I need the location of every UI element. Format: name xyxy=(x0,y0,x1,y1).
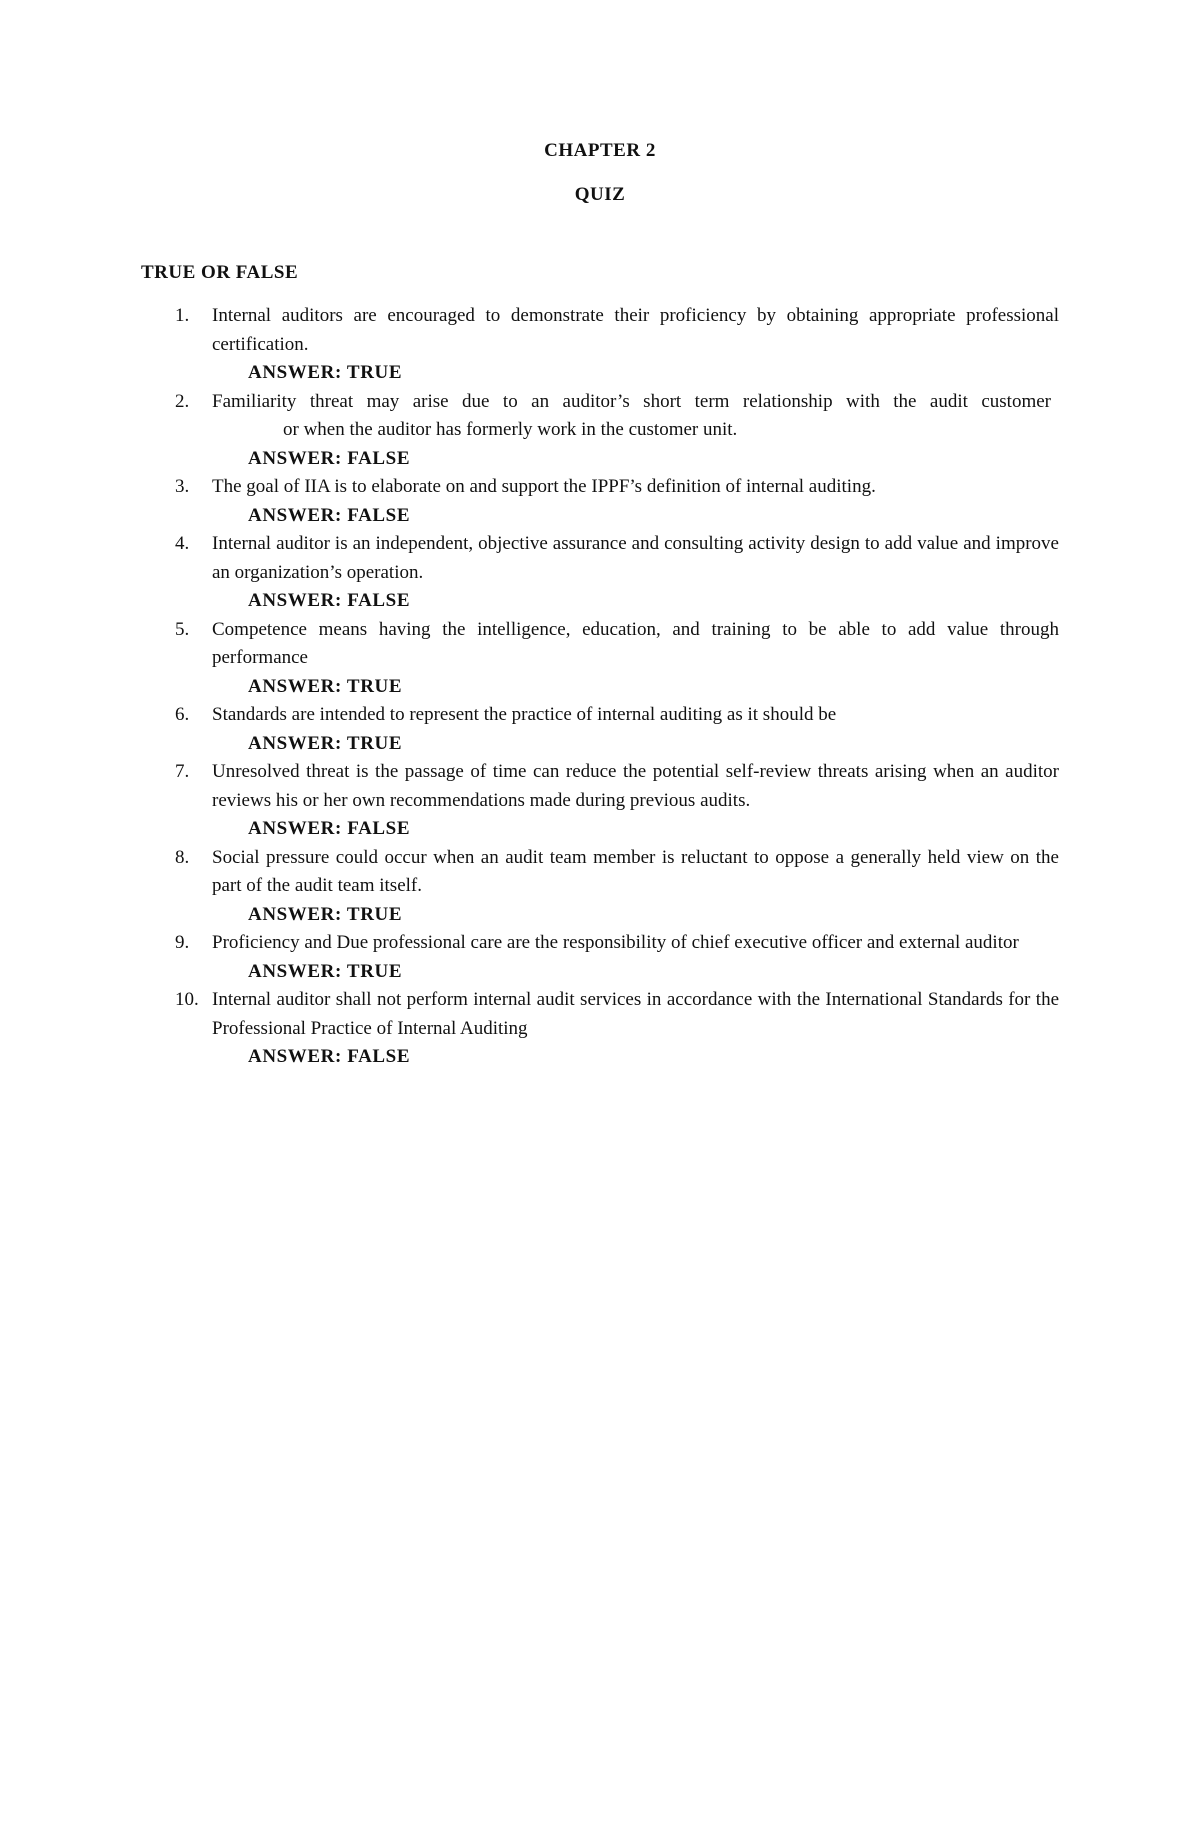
item-number: 3. xyxy=(175,476,190,497)
question-item-2 xyxy=(141,388,1059,474)
quiz-heading: QUIZ xyxy=(574,184,626,205)
item-number: 4. xyxy=(175,533,190,554)
answer-text: ANSWER: FALSE xyxy=(248,447,411,469)
question-text: The goal of IIA is to elaborate on and support the IPPF’s definition of internal auditing. xyxy=(212,476,876,497)
chapter-heading: CHAPTER 2 xyxy=(544,140,656,161)
answer-text: ANSWER: FALSE xyxy=(248,818,411,839)
question-text: Internal auditor is an independent, objective assurance and consulting activity design to add value and improve an organization’s operation. xyxy=(212,533,1059,583)
question-item-3 xyxy=(141,473,1059,530)
answer-text: ANSWER: FALSE xyxy=(248,590,411,611)
item-number: 9. xyxy=(175,932,190,953)
question-text: Unresolved threat is the passage of time can reduce the potential self-review threats arising when an auditor reviews his or her own recommendations made during previous audits. xyxy=(212,761,1059,811)
item-number: 10. xyxy=(175,989,199,1010)
question-text: Internal auditors are encouraged to demonstrate their proficiency by obtaining appropriate professional certification. xyxy=(212,305,1059,355)
question-item-10 xyxy=(141,986,1059,1072)
question-line-1: Familiarity threat may arise due to an auditor’s short term relationship with the audit customer xyxy=(212,390,1051,412)
question-text: Standards are intended to represent the practice of internal auditing as it should be xyxy=(212,704,837,725)
answer-text: ANSWER: FALSE xyxy=(248,504,411,526)
question-text: Proficiency and Due professional care are the responsibility of chief executive officer and external auditor xyxy=(212,932,1019,953)
answer-text: ANSWER: TRUE xyxy=(248,675,403,697)
question-text: Internal auditor shall not perform internal audit services in accordance with the International Standards for the Professional Practice of Internal Auditing xyxy=(212,989,1059,1039)
question-line-2: or when the auditor has formerly work in the customer unit. xyxy=(283,419,738,440)
question-item-6 xyxy=(141,701,1059,758)
item-number: 8. xyxy=(175,846,190,868)
item-number: 5. xyxy=(175,618,190,640)
item-number: 7. xyxy=(175,761,190,782)
answer-text: ANSWER: TRUE xyxy=(248,732,403,754)
section-heading: TRUE OR FALSE xyxy=(141,262,299,283)
question-item-4 xyxy=(141,530,1059,616)
question-text xyxy=(212,388,1059,445)
question-item-5 xyxy=(141,616,1059,702)
question-item-7 xyxy=(141,758,1059,844)
question-item-9 xyxy=(141,929,1059,986)
answer-text: ANSWER: TRUE xyxy=(248,903,403,925)
question-text: Social pressure could occur when an audit team member is reluctant to oppose a generally held view on the part of the audit team itself. xyxy=(212,846,1059,896)
answer-text: ANSWER: TRUE xyxy=(248,960,403,982)
item-number: 1. xyxy=(175,305,190,326)
question-item-1 xyxy=(141,302,1059,388)
question-list xyxy=(141,302,1059,1072)
question-text: Competence means having the intelligence, education, and training to be able to add value through performance xyxy=(212,618,1059,668)
answer-text: ANSWER: FALSE xyxy=(248,1046,411,1067)
question-item-8 xyxy=(141,844,1059,930)
item-number: 2. xyxy=(175,390,190,412)
item-number: 6. xyxy=(175,704,190,725)
answer-text: ANSWER: TRUE xyxy=(248,362,403,383)
